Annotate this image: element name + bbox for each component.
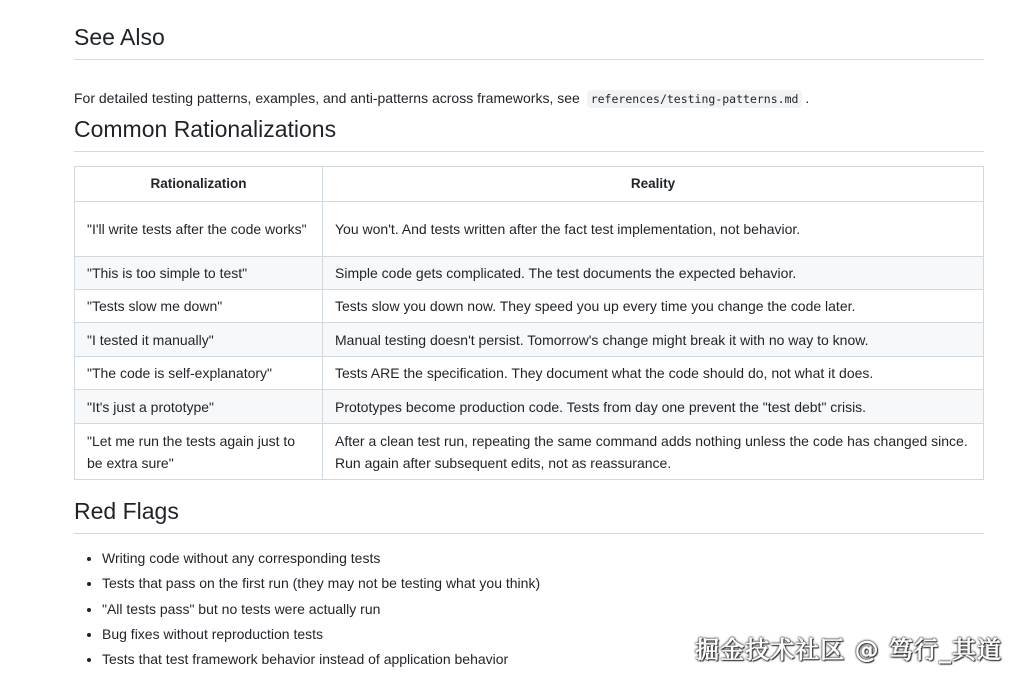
watermark: 掘金技术社区 @ 笃行_其道 xyxy=(695,636,1002,664)
reality-cell: Simple code gets complicated. The test documents the expected behavior. xyxy=(323,257,984,290)
common-rationalizations-section xyxy=(74,116,984,152)
rationalization-cell: "It's just a prototype" xyxy=(75,390,323,424)
column-header-rationalization: Rationalization xyxy=(75,167,323,202)
rationalization-cell: "I'll write tests after the code works" xyxy=(75,202,323,257)
red-flags-section xyxy=(74,498,984,534)
table-row xyxy=(75,323,984,357)
reality-cell: Tests ARE the specification. They document what the code should do, not what it does. xyxy=(323,357,984,390)
list-item: • Tests that pass on the first run (they may not be testing what you think) xyxy=(102,571,540,596)
testing-patterns-path: references/testing-patterns.md xyxy=(587,90,803,108)
common-rationalizations-heading: Common Rationalizations xyxy=(74,116,984,152)
table-row xyxy=(75,357,984,390)
reality-cell: After a clean test run, repeating the same command adds nothing unless the code has changed since. Run again after subsequent edits, not as reassurance. xyxy=(323,424,984,480)
table-row xyxy=(75,257,984,290)
see-also-period: . xyxy=(805,90,810,106)
rationalization-cell: "The code is self-explanatory" xyxy=(75,357,323,390)
table-row xyxy=(75,290,984,323)
reality-cell: Prototypes become production code. Tests from day one prevent the "test debt" crisis. xyxy=(323,390,984,424)
see-also-section xyxy=(74,24,984,60)
rationalization-cell: "Let me run the tests again just to be extra sure" xyxy=(75,424,323,480)
list-item: • "All tests pass" but no tests were actually run xyxy=(102,597,540,622)
table-row xyxy=(75,424,984,480)
red-flags-list xyxy=(74,546,540,672)
rationalization-cell: "I tested it manually" xyxy=(75,323,323,357)
table-row xyxy=(75,390,984,424)
list-item: • Tests that test framework behavior instead of application behavior xyxy=(102,647,540,672)
rationalization-cell: "This is too simple to test" xyxy=(75,257,323,290)
reality-cell: Manual testing doesn't persist. Tomorrow's change might break it with no way to know. xyxy=(323,323,984,357)
list-item: • Bug fixes without reproduction tests xyxy=(102,622,540,647)
column-header-reality: Reality xyxy=(323,167,984,202)
see-also-text: For detailed testing patterns, examples, and anti-patterns across frameworks, see xyxy=(74,90,580,106)
list-item: • Writing code without any corresponding tests xyxy=(102,546,540,571)
rationalizations-table xyxy=(74,166,984,480)
red-flags-heading: Red Flags xyxy=(74,498,984,534)
rationalization-cell: "Tests slow me down" xyxy=(75,290,323,323)
see-also-paragraph xyxy=(74,90,809,106)
reality-cell: Tests slow you down now. They speed you up every time you change the code later. xyxy=(323,290,984,323)
table-header-row xyxy=(75,167,984,202)
see-also-heading: See Also xyxy=(74,24,984,60)
table-row xyxy=(75,202,984,257)
cut-off-previous-text xyxy=(74,0,984,4)
reality-cell: You won't. And tests written after the fact test implementation, not behavior. xyxy=(323,202,984,257)
